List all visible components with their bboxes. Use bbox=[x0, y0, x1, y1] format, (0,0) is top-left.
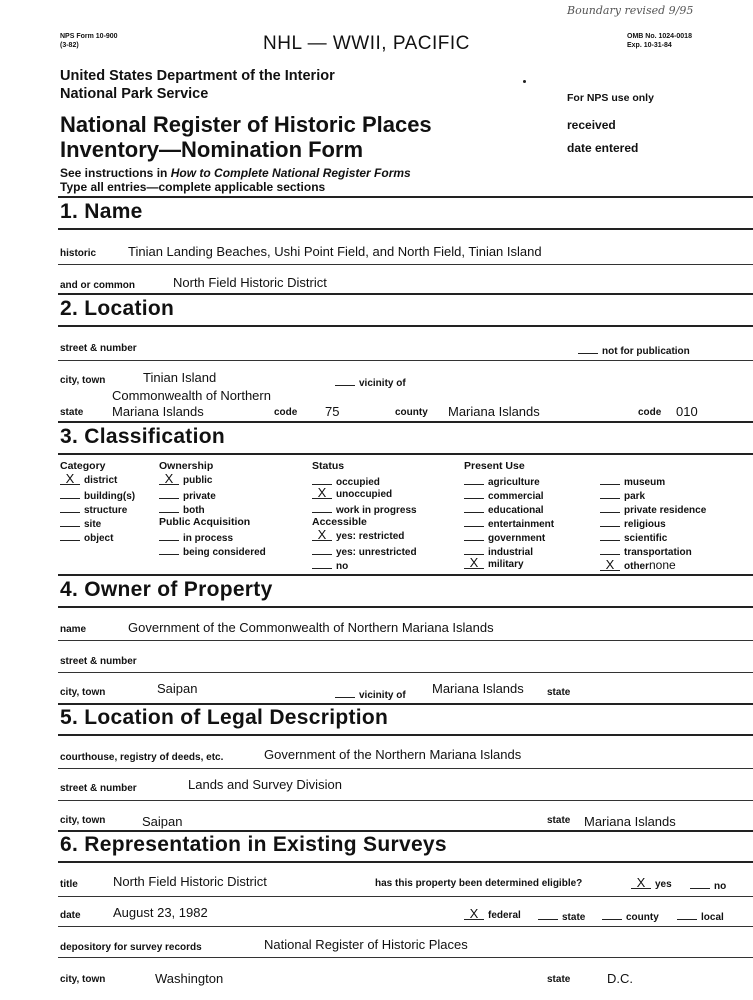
survey-city-label: city, town bbox=[60, 974, 106, 985]
legal-city-value: Saipan bbox=[142, 814, 183, 829]
common-name-value: North Field Historic District bbox=[173, 275, 327, 290]
present-use-heading: Present Use bbox=[464, 460, 525, 472]
ownership-both: both bbox=[159, 502, 205, 516]
courthouse-label: courthouse, registry of deeds, etc. bbox=[60, 752, 224, 763]
form-title-line-2: Inventory—Nomination Form bbox=[60, 137, 364, 162]
survey-federal: X federal bbox=[464, 909, 521, 921]
survey-state-label: state bbox=[547, 974, 571, 985]
section-3-bottom-rule bbox=[58, 453, 753, 455]
state-label: state bbox=[60, 407, 84, 418]
ownership-private: private bbox=[159, 488, 216, 502]
county-value: Mariana Islands bbox=[448, 404, 540, 419]
owner-name-value: Government of the Commonwealth of Northern Mariana Islands bbox=[128, 620, 494, 635]
status-occupied: occupied bbox=[312, 474, 380, 488]
department-name: United States Department of the Interior bbox=[60, 68, 335, 84]
street-rule bbox=[58, 360, 753, 361]
accessible-heading: Accessible bbox=[312, 516, 367, 528]
legal-street-value: Lands and Survey Division bbox=[188, 777, 342, 792]
legal-city-label: city, town bbox=[60, 815, 106, 826]
survey-title-value: North Field Historic District bbox=[113, 874, 267, 889]
expiration-date: Exp. 10-31-84 bbox=[627, 42, 672, 49]
section-5-bottom-rule bbox=[58, 734, 753, 736]
handwritten-title: NHL — WWII, PACIFIC bbox=[263, 33, 470, 54]
county-code-label: code bbox=[638, 407, 662, 418]
legal-state-value: Mariana Islands bbox=[584, 814, 676, 829]
survey-date-value: August 23, 1982 bbox=[113, 905, 208, 920]
ownership-public: X public bbox=[159, 474, 212, 486]
category-structure: structure bbox=[60, 502, 127, 516]
use-commercial: commercial bbox=[464, 488, 544, 502]
accessible-yes-restricted: X yes: restricted bbox=[312, 530, 404, 542]
section-4-title: 4. Owner of Property bbox=[60, 578, 273, 601]
status-unoccupied: X unoccupied bbox=[312, 488, 392, 500]
scan-dot bbox=[523, 80, 526, 83]
corner-handwritten-note: Boundary revised 9/95 bbox=[567, 4, 694, 17]
state-value-line-1: Commonwealth of Northern bbox=[112, 388, 271, 403]
survey-state: state bbox=[538, 909, 585, 923]
section-2-title: 2. Location bbox=[60, 297, 175, 320]
type-all-entries: Type all entries—complete applicable sections bbox=[60, 180, 326, 194]
form-number: NPS Form 10-900 bbox=[60, 33, 118, 40]
survey-local: local bbox=[677, 909, 724, 923]
code-value: 75 bbox=[325, 404, 340, 419]
section-6-title: 6. Representation in Existing Surveys bbox=[60, 833, 447, 856]
public-acquisition-heading: Public Acquisition bbox=[159, 516, 251, 528]
vicinity-of: vicinity of bbox=[335, 375, 406, 389]
use-private-residence: private residence bbox=[600, 502, 706, 516]
courthouse-rule bbox=[58, 768, 753, 769]
depository-rule bbox=[58, 957, 753, 958]
section-4-bottom-rule bbox=[58, 606, 753, 608]
code-label: code bbox=[274, 407, 298, 418]
category-heading: Category bbox=[60, 460, 106, 472]
survey-title-rule bbox=[58, 896, 753, 897]
date-entered-label: date entered bbox=[567, 141, 639, 155]
survey-date-label: date bbox=[60, 910, 81, 921]
use-scientific: scientific bbox=[600, 530, 667, 544]
owner-street-rule bbox=[58, 672, 753, 673]
nps-use-only: For NPS use only bbox=[567, 92, 654, 104]
section-4-top-rule bbox=[58, 574, 753, 576]
historic-name-value: Tinian Landing Beaches, Ushi Point Field, and North Field, Tinian Island bbox=[128, 244, 542, 259]
owner-vicinity-value: Mariana Islands bbox=[432, 681, 524, 696]
not-for-publication: not for publication bbox=[578, 343, 690, 357]
courthouse-value: Government of the Northern Mariana Islands bbox=[264, 747, 522, 762]
form-date: (3-82) bbox=[60, 42, 79, 49]
category-object: object bbox=[60, 530, 113, 544]
section-6-bottom-rule bbox=[58, 861, 753, 863]
use-other: X othernone bbox=[600, 558, 676, 572]
section-1-title: 1. Name bbox=[60, 200, 143, 223]
use-other-value: none bbox=[649, 558, 676, 572]
category-site: site bbox=[60, 516, 101, 530]
instructions-line: See instructions in How to Complete National Register Forms bbox=[60, 166, 411, 180]
common-name-label: and or common bbox=[60, 280, 136, 291]
accessible-no: no bbox=[312, 558, 348, 572]
service-name: National Park Service bbox=[60, 86, 209, 102]
survey-city-value: Washington bbox=[155, 971, 224, 986]
survey-title-label: title bbox=[60, 879, 78, 890]
city-town-value: Tinian Island bbox=[143, 370, 217, 385]
owner-name-rule bbox=[58, 640, 753, 641]
use-religious: religious bbox=[600, 516, 666, 530]
owner-city-label: city, town bbox=[60, 687, 106, 698]
legal-street-label: street & number bbox=[60, 783, 137, 794]
survey-date-rule bbox=[58, 926, 753, 927]
survey-state-value: D.C. bbox=[607, 971, 633, 986]
county-code-value: 010 bbox=[676, 404, 698, 419]
section-1-bottom-rule bbox=[58, 228, 753, 230]
legal-street-rule bbox=[58, 800, 753, 801]
depository-label: depository for survey records bbox=[60, 942, 202, 953]
survey-county: county bbox=[602, 909, 659, 923]
eligible-question: has this property been determined eligible? bbox=[375, 878, 583, 889]
use-entertainment: entertainment bbox=[464, 516, 554, 530]
category-district: X district bbox=[60, 474, 117, 486]
section-2-top-rule bbox=[58, 293, 753, 295]
legal-state-label: state bbox=[547, 815, 571, 826]
section-3-title: 3. Classification bbox=[60, 425, 225, 448]
acquisition-being-considered: being considered bbox=[159, 544, 266, 558]
owner-vicinity-of: vicinity of bbox=[335, 687, 406, 701]
use-agriculture: agriculture bbox=[464, 474, 540, 488]
use-park: park bbox=[600, 488, 645, 502]
historic-label: historic bbox=[60, 248, 97, 259]
use-educational: educational bbox=[464, 502, 544, 516]
street-number-label: street & number bbox=[60, 343, 137, 354]
state-value-line-2: Mariana Islands bbox=[112, 404, 204, 419]
owner-name-label: name bbox=[60, 624, 87, 635]
ownership-heading: Ownership bbox=[159, 460, 214, 472]
acquisition-in-process: in process bbox=[159, 530, 233, 544]
city-town-label: city, town bbox=[60, 375, 106, 386]
use-military: X military bbox=[464, 558, 524, 570]
historic-rule bbox=[58, 264, 753, 265]
use-government: government bbox=[464, 530, 545, 544]
eligible-yes: X yes bbox=[631, 878, 672, 890]
form-title-line-1: National Register of Historic Places bbox=[60, 112, 432, 137]
section-5-top-rule bbox=[58, 703, 753, 705]
use-industrial: industrial bbox=[464, 544, 533, 558]
accessible-yes-unrestricted: yes: unrestricted bbox=[312, 544, 417, 558]
owner-street-label: street & number bbox=[60, 656, 137, 667]
section-5-title: 5. Location of Legal Description bbox=[60, 706, 389, 729]
county-label: county bbox=[395, 407, 428, 418]
omb-number: OMB No. 1024-0018 bbox=[627, 33, 692, 40]
received-label: received bbox=[567, 118, 616, 132]
section-1-top-rule bbox=[58, 196, 753, 198]
owner-state-label: state bbox=[547, 687, 571, 698]
owner-city-value: Saipan bbox=[157, 681, 198, 696]
eligible-no: no bbox=[690, 878, 726, 892]
section-2-bottom-rule bbox=[58, 325, 753, 327]
use-museum: museum bbox=[600, 474, 665, 488]
status-heading: Status bbox=[312, 460, 345, 472]
section-6-top-rule bbox=[58, 830, 753, 832]
status-work-in-progress: work in progress bbox=[312, 502, 417, 516]
section-3-top-rule bbox=[58, 421, 753, 423]
use-transportation: transportation bbox=[600, 544, 692, 558]
category-buildings: building(s) bbox=[60, 488, 135, 502]
depository-value: National Register of Historic Places bbox=[264, 937, 468, 952]
